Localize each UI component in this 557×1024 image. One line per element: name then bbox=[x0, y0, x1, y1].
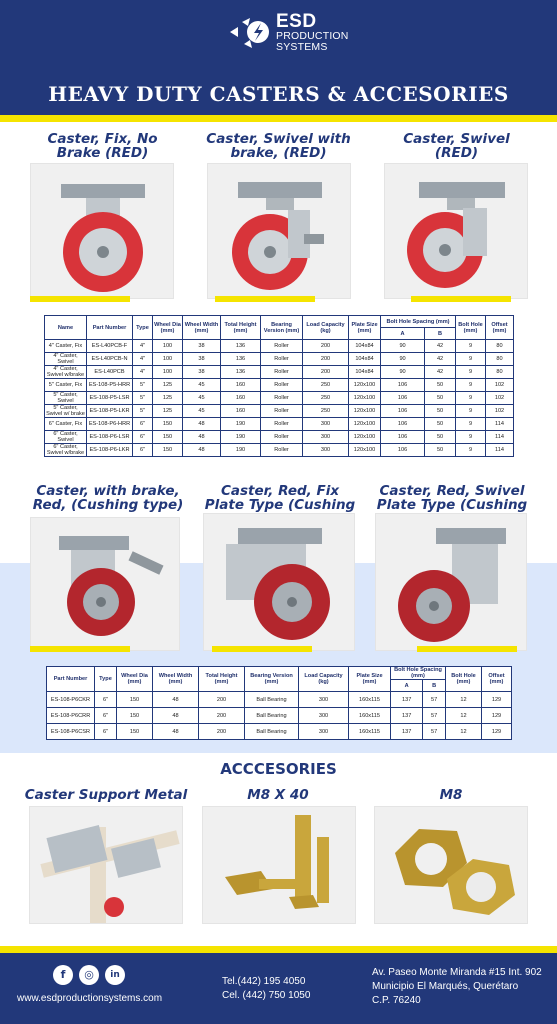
col-header: Bolt Hole (mm) bbox=[446, 667, 482, 692]
table-cell: 90 bbox=[381, 340, 425, 353]
table-cell: 5" Caster, Swivel bbox=[45, 392, 87, 405]
product-image-cushing-swivel bbox=[375, 513, 527, 651]
table-cell: Roller bbox=[261, 392, 303, 405]
col-header: Plate Size (mm) bbox=[349, 667, 391, 692]
table-cell: 106 bbox=[381, 405, 425, 418]
yellow-accent bbox=[411, 296, 511, 302]
table-cell: 48 bbox=[153, 708, 199, 724]
table-cell: ES-108-P6-HRR bbox=[87, 418, 133, 431]
col-subheader-a: A bbox=[381, 328, 425, 340]
table-cell: 106 bbox=[381, 431, 425, 444]
table-cell: 160x115 bbox=[349, 692, 391, 708]
cushing-casters-spec-table bbox=[46, 666, 512, 740]
table-cell: 50 bbox=[425, 379, 456, 392]
table-row bbox=[45, 340, 514, 353]
table-cell: Roller bbox=[261, 353, 303, 366]
table-cell: Roller bbox=[261, 340, 303, 353]
table-cell: 102 bbox=[486, 405, 514, 418]
col-header: Total Height (mm) bbox=[221, 316, 261, 340]
table-cell: 300 bbox=[303, 418, 349, 431]
caster-cushing-fix-icon bbox=[204, 514, 356, 652]
table-row bbox=[45, 405, 514, 418]
table-cell: 250 bbox=[303, 392, 349, 405]
accessories-heading: ACCCESORIES bbox=[220, 760, 337, 778]
table-cell: 160x115 bbox=[349, 708, 391, 724]
phone-tel: Tel.(442) 195 4050 bbox=[222, 976, 306, 987]
table-cell: 150 bbox=[153, 418, 183, 431]
table-cell: 300 bbox=[299, 692, 349, 708]
col-header: Part Number bbox=[87, 316, 133, 340]
table-cell: ES-108-P6-LSR bbox=[87, 431, 133, 444]
table-cell: 9 bbox=[456, 444, 486, 457]
table-cell: 190 bbox=[221, 431, 261, 444]
caster-support-icon bbox=[30, 807, 184, 925]
table-cell: 200 bbox=[303, 366, 349, 379]
table-cell: 137 bbox=[391, 692, 423, 708]
product-image-swivel bbox=[384, 163, 528, 299]
col-header: Load Capacity (kg) bbox=[303, 316, 349, 340]
col-subheader-b: B bbox=[425, 328, 456, 340]
accessory-image-bolt bbox=[202, 806, 356, 924]
col-header: Plate Size (mm) bbox=[349, 316, 381, 340]
table-cell: Ball Bearing bbox=[245, 708, 299, 724]
table-cell: 150 bbox=[117, 708, 153, 724]
yellow-accent bbox=[417, 646, 517, 652]
table-cell: 129 bbox=[482, 708, 512, 724]
table-cell: 50 bbox=[425, 405, 456, 418]
table-cell: 104x84 bbox=[349, 353, 381, 366]
table-cell: 48 bbox=[183, 431, 221, 444]
table-cell: 5" bbox=[133, 392, 153, 405]
table-cell: 5" bbox=[133, 379, 153, 392]
table-cell: 80 bbox=[486, 340, 514, 353]
table-cell: 300 bbox=[299, 724, 349, 740]
table-cell: 6" bbox=[133, 431, 153, 444]
table-cell: 150 bbox=[153, 431, 183, 444]
product-title-cushing-brake: Caster, with brake, Red, (Cushing type) bbox=[32, 483, 184, 513]
accessory-title-support: Caster Support Metal bbox=[24, 787, 188, 803]
accessory-title-nut: M8 bbox=[439, 787, 463, 803]
caster-swivel-icon bbox=[385, 164, 529, 300]
table-cell: 137 bbox=[391, 724, 423, 740]
col-header: Bearing Version (mm) bbox=[261, 316, 303, 340]
table-cell: 48 bbox=[183, 418, 221, 431]
table-cell: 38 bbox=[183, 366, 221, 379]
table-cell: 125 bbox=[153, 379, 183, 392]
table-cell: 48 bbox=[153, 692, 199, 708]
accessory-title-bolt: M8 X 40 bbox=[247, 787, 309, 803]
table-cell: ES-L40PCB-N bbox=[87, 353, 133, 366]
table-cell: 6" bbox=[95, 708, 117, 724]
caster-swivel-brake-icon bbox=[208, 164, 352, 300]
instagram-icon[interactable]: ◎ bbox=[79, 965, 99, 985]
table-cell: 120x100 bbox=[349, 418, 381, 431]
table-cell: 106 bbox=[381, 392, 425, 405]
product-title-cushing-swivel: Caster, Red, Swivel Plate Type (Cushing bbox=[376, 483, 528, 513]
table-cell: 200 bbox=[303, 353, 349, 366]
col-header: Bolt Hole Spacing (mm) bbox=[391, 667, 446, 680]
table-cell: 4" Caster, Swivel bbox=[45, 353, 87, 366]
table-cell: 42 bbox=[425, 340, 456, 353]
table-cell: 5" bbox=[133, 405, 153, 418]
col-header: Load Capacity (kg) bbox=[299, 667, 349, 692]
casters-spec-table bbox=[44, 315, 514, 457]
table-cell: 48 bbox=[153, 724, 199, 740]
table-cell: 50 bbox=[425, 431, 456, 444]
caster-cushing-swivel-icon bbox=[376, 514, 528, 652]
col-header: Bolt Hole Spacing (mm) bbox=[381, 316, 456, 328]
address-line-1: Av. Paseo Monte Miranda #15 Int. 902 bbox=[372, 967, 542, 978]
nut-icon bbox=[375, 807, 529, 925]
table-cell: 114 bbox=[486, 444, 514, 457]
table-cell: 102 bbox=[486, 379, 514, 392]
table-row bbox=[45, 392, 514, 405]
table-cell: 100 bbox=[153, 353, 183, 366]
table-cell: 57 bbox=[423, 692, 446, 708]
yellow-accent bbox=[212, 646, 312, 652]
table-cell: ES-108-P5-LKR bbox=[87, 405, 133, 418]
table-cell: 6" Caster, Swivel bbox=[45, 431, 87, 444]
table-cell: 100 bbox=[153, 340, 183, 353]
table-cell: 136 bbox=[221, 366, 261, 379]
table-cell: 45 bbox=[183, 405, 221, 418]
table-cell: 4" bbox=[133, 353, 153, 366]
table-cell: 150 bbox=[153, 444, 183, 457]
product-title-fix: Caster, Fix, No Brake (RED) bbox=[47, 131, 158, 161]
table-cell: Ball Bearing bbox=[245, 692, 299, 708]
yellow-accent bbox=[30, 296, 130, 302]
product-title-swivel-brake: Caster, Swivel with brake, (RED) bbox=[206, 131, 351, 161]
table-cell: 150 bbox=[117, 692, 153, 708]
table-cell: 9 bbox=[456, 392, 486, 405]
table-cell: ES-108-P6CKR bbox=[47, 692, 95, 708]
table-cell: 106 bbox=[381, 418, 425, 431]
table-cell: 90 bbox=[381, 353, 425, 366]
logo-line-1: ESD bbox=[276, 11, 317, 32]
yellow-accent bbox=[30, 646, 130, 652]
table-cell: ES-108-P6CSR bbox=[47, 724, 95, 740]
address-line-3: C.P. 76240 bbox=[372, 995, 421, 1006]
table-cell: 45 bbox=[183, 392, 221, 405]
caster-fix-icon bbox=[31, 164, 175, 300]
table-cell: 200 bbox=[199, 724, 245, 740]
table-row bbox=[45, 366, 514, 379]
table-cell: ES-L40PCB-F bbox=[87, 340, 133, 353]
accessory-image-nut bbox=[374, 806, 528, 924]
table-row bbox=[47, 724, 512, 740]
product-image-cushing-fix bbox=[203, 513, 355, 651]
table-cell: Roller bbox=[261, 418, 303, 431]
col-header: Wheel Dia (mm) bbox=[153, 316, 183, 340]
table-cell: 50 bbox=[425, 392, 456, 405]
table-cell: 102 bbox=[486, 392, 514, 405]
table-cell: 38 bbox=[183, 340, 221, 353]
table-cell: Roller bbox=[261, 444, 303, 457]
table-cell: 104x84 bbox=[349, 340, 381, 353]
table-cell: 38 bbox=[183, 353, 221, 366]
table-cell: 120x100 bbox=[349, 392, 381, 405]
header-accent-bar bbox=[0, 115, 557, 122]
col-header: Bolt Hole (mm) bbox=[456, 316, 486, 340]
table-cell: ES-108-P6CRR bbox=[47, 708, 95, 724]
table-cell: 9 bbox=[456, 340, 486, 353]
phone-cel: Cel. (442) 750 1050 bbox=[222, 990, 311, 1001]
product-title-swivel: Caster, Swivel (RED) bbox=[403, 131, 510, 161]
table-cell: 300 bbox=[303, 444, 349, 457]
table-cell: ES-L40PCB bbox=[87, 366, 133, 379]
table-cell: 48 bbox=[183, 444, 221, 457]
table-cell: 150 bbox=[117, 724, 153, 740]
table-cell: 120x100 bbox=[349, 405, 381, 418]
col-header: Wheel Width (mm) bbox=[183, 316, 221, 340]
accessory-image-support bbox=[29, 806, 183, 924]
table-cell: 120x100 bbox=[349, 379, 381, 392]
table-cell: 190 bbox=[221, 444, 261, 457]
caster-cushing-brake-icon bbox=[31, 518, 181, 652]
facebook-icon[interactable]: f bbox=[53, 965, 73, 985]
table-cell: 106 bbox=[381, 444, 425, 457]
table-cell: 114 bbox=[486, 431, 514, 444]
table-row bbox=[45, 379, 514, 392]
table-cell: 6" bbox=[133, 444, 153, 457]
table-cell: 6" Caster, Swivel w/brake bbox=[45, 444, 87, 457]
table-cell: 9 bbox=[456, 431, 486, 444]
col-header: Bearing Version (mm) bbox=[245, 667, 299, 692]
yellow-accent bbox=[215, 296, 315, 302]
table-cell: 90 bbox=[381, 366, 425, 379]
table-cell: 120x100 bbox=[349, 444, 381, 457]
table-cell: 12 bbox=[446, 708, 482, 724]
table-cell: 250 bbox=[303, 379, 349, 392]
table-cell: 160 bbox=[221, 379, 261, 392]
table-cell: 50 bbox=[425, 444, 456, 457]
table-cell: 80 bbox=[486, 366, 514, 379]
website-link[interactable]: www.esdproductionsystems.com bbox=[17, 993, 163, 1004]
product-title-cushing-fix: Caster, Red, Fix Plate Type (Cushing bbox=[204, 483, 356, 513]
logo-wordmark bbox=[276, 12, 349, 52]
product-image-swivel-brake bbox=[207, 163, 351, 299]
table-cell: 4" Caster, Fix bbox=[45, 340, 87, 353]
table-cell: 12 bbox=[446, 724, 482, 740]
col-header: Total Height (mm) bbox=[199, 667, 245, 692]
table-cell: 200 bbox=[303, 340, 349, 353]
table-cell: ES-108-P5-HRR bbox=[87, 379, 133, 392]
table-cell: 136 bbox=[221, 353, 261, 366]
bolt-icon bbox=[203, 807, 357, 925]
table-cell: 125 bbox=[153, 392, 183, 405]
table-cell: 160 bbox=[221, 392, 261, 405]
table-cell: 6" bbox=[95, 724, 117, 740]
table-cell: 9 bbox=[456, 379, 486, 392]
footer bbox=[0, 953, 557, 1024]
col-header: Offset (mm) bbox=[486, 316, 514, 340]
table-cell: 6" bbox=[133, 418, 153, 431]
table-cell: 300 bbox=[299, 708, 349, 724]
address bbox=[372, 966, 542, 1008]
table-cell: 250 bbox=[303, 405, 349, 418]
col-header: Name bbox=[45, 316, 87, 340]
table-cell: Roller bbox=[261, 366, 303, 379]
table-cell: 160x115 bbox=[349, 724, 391, 740]
table-cell: 129 bbox=[482, 692, 512, 708]
table-cell: 9 bbox=[456, 405, 486, 418]
contact-phones bbox=[222, 975, 310, 1003]
logo-line-3: SYSTEMS bbox=[276, 40, 328, 53]
address-line-2: Municipio El Marqués, Querétaro bbox=[372, 981, 519, 992]
table-cell: 50 bbox=[425, 418, 456, 431]
table-cell: 137 bbox=[391, 708, 423, 724]
table-cell: Ball Bearing bbox=[245, 724, 299, 740]
table-cell: Roller bbox=[261, 379, 303, 392]
table-row bbox=[45, 431, 514, 444]
table-cell: 136 bbox=[221, 340, 261, 353]
table-cell: 300 bbox=[303, 431, 349, 444]
table-cell: 42 bbox=[425, 366, 456, 379]
table-cell: 100 bbox=[153, 366, 183, 379]
table-cell: 57 bbox=[423, 708, 446, 724]
col-header: Offset (mm) bbox=[482, 667, 512, 692]
table-cell: 190 bbox=[221, 418, 261, 431]
logo-line-2: PRODUCTION bbox=[276, 30, 349, 42]
table-cell: 80 bbox=[486, 353, 514, 366]
product-image-cushing-brake bbox=[30, 517, 180, 651]
table-cell: 57 bbox=[423, 724, 446, 740]
table-cell: 120x100 bbox=[349, 431, 381, 444]
table-cell: 160 bbox=[221, 405, 261, 418]
table-cell: 45 bbox=[183, 379, 221, 392]
table-cell: 5" Caster, Swivel w/ brake bbox=[46, 405, 85, 417]
table-cell: 9 bbox=[456, 366, 486, 379]
table-cell: 6" Caster, Fix bbox=[45, 418, 87, 431]
table-cell: 9 bbox=[456, 418, 486, 431]
table-cell: 114 bbox=[486, 418, 514, 431]
linkedin-icon[interactable]: in bbox=[105, 965, 125, 985]
table-cell: Roller bbox=[261, 431, 303, 444]
table-cell: 5" Caster, Fix bbox=[45, 379, 87, 392]
table-cell: 42 bbox=[425, 353, 456, 366]
table-row bbox=[47, 692, 512, 708]
table-cell: 129 bbox=[482, 724, 512, 740]
table-cell: 200 bbox=[199, 692, 245, 708]
table-cell: 104x84 bbox=[349, 366, 381, 379]
footer-accent-bar bbox=[0, 946, 557, 953]
table-row bbox=[47, 708, 512, 724]
col-header: Wheel Dia (mm) bbox=[117, 667, 153, 692]
product-image-fix bbox=[30, 163, 174, 299]
table-cell: 125 bbox=[153, 405, 183, 418]
table-row bbox=[45, 444, 514, 457]
table-cell: ES-108-P5-LSR bbox=[87, 392, 133, 405]
table-cell: 4" Caster, Swivel w/brake bbox=[45, 366, 87, 379]
table-cell: 9 bbox=[456, 353, 486, 366]
col-header: Part Number bbox=[47, 667, 95, 692]
table-cell: 12 bbox=[446, 692, 482, 708]
table-cell: ES-108-P6-LKR bbox=[87, 444, 133, 457]
col-header: Type bbox=[133, 316, 153, 340]
table-cell: Roller bbox=[261, 405, 303, 418]
col-header: Type bbox=[95, 667, 117, 692]
table-row bbox=[45, 353, 514, 366]
page-title: HEAVY DUTY CASTERS & ACCESORIES bbox=[48, 82, 509, 106]
col-subheader-b: B bbox=[423, 680, 446, 692]
table-cell: 200 bbox=[199, 708, 245, 724]
table-cell: 106 bbox=[381, 379, 425, 392]
table-cell: 4" bbox=[133, 340, 153, 353]
table-cell: 4" bbox=[133, 366, 153, 379]
col-header: Wheel Width (mm) bbox=[153, 667, 199, 692]
table-row bbox=[45, 418, 514, 431]
col-subheader-a: A bbox=[391, 680, 423, 692]
table-cell: 6" bbox=[95, 692, 117, 708]
